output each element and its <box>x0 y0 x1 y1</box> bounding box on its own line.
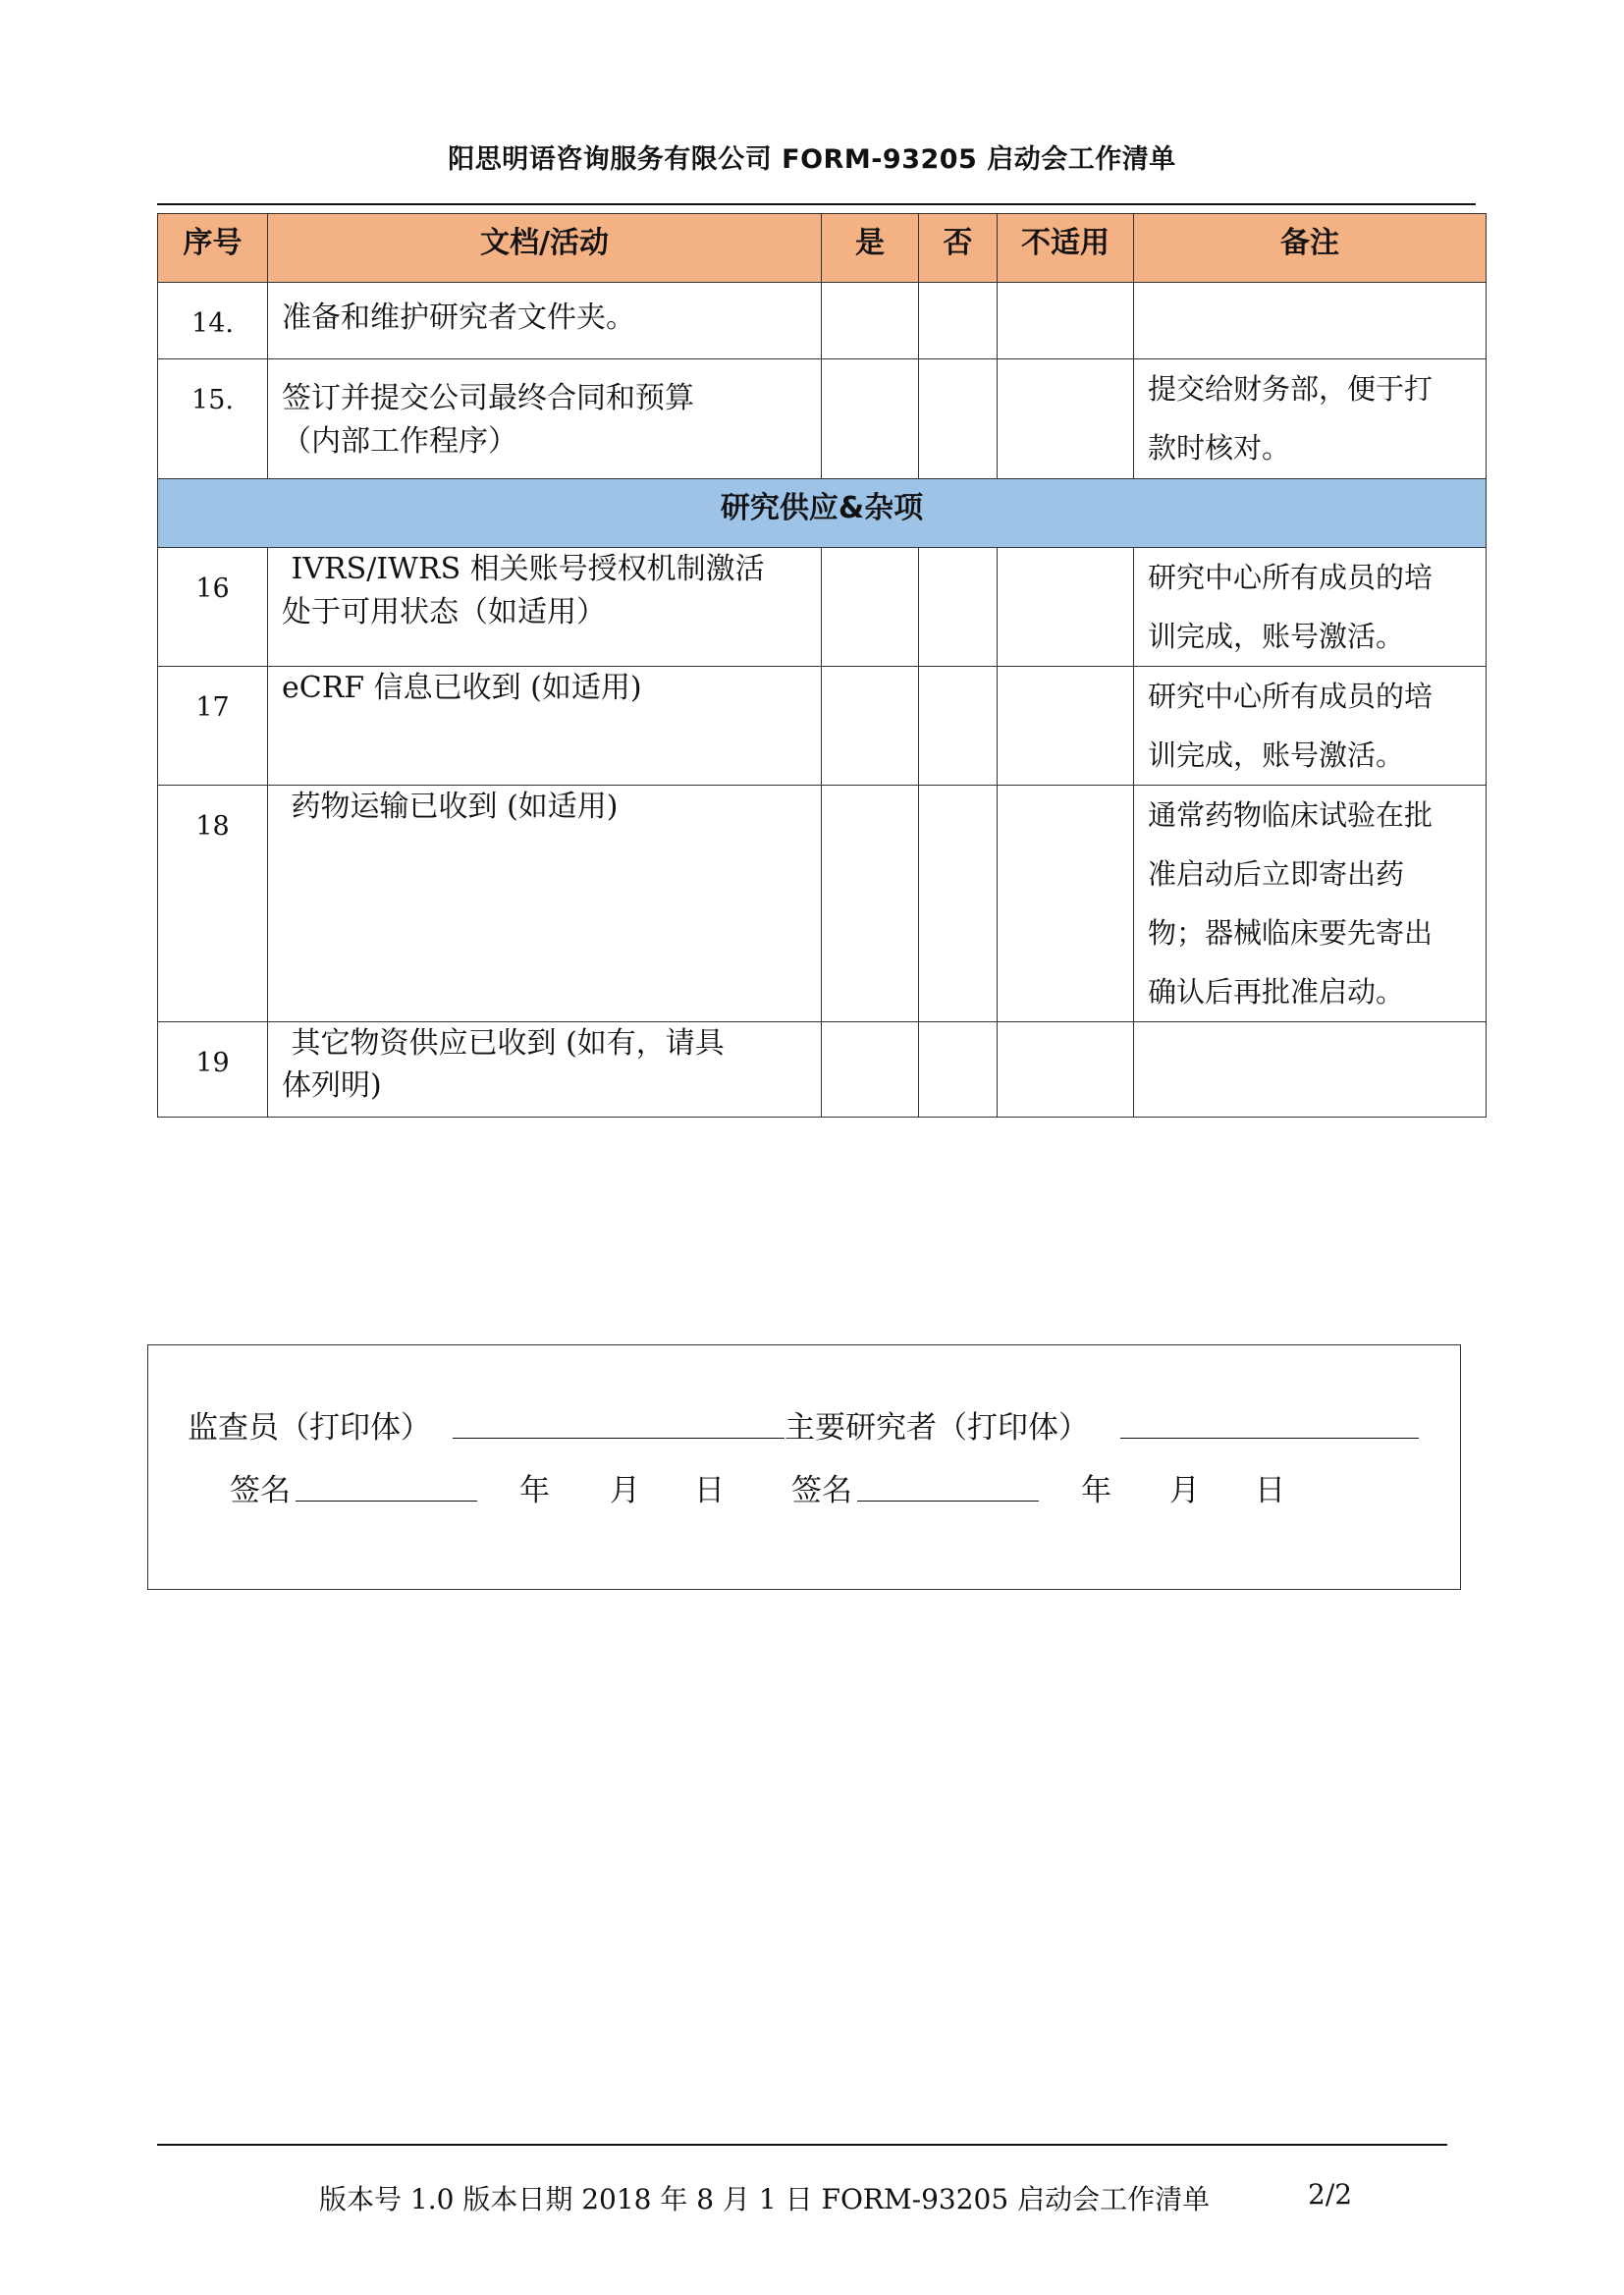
table-header-row <box>158 214 1487 283</box>
yes-cell[interactable] <box>822 786 919 1022</box>
doc-line: eCRF 信息已收到 (如适用) <box>282 671 642 705</box>
monitor-sign-label: 签名 <box>230 1473 291 1508</box>
monitor-print-label: 监查员（打印体） <box>188 1410 431 1446</box>
remark-line: 款时核对。 <box>1148 431 1291 464</box>
col-header-no: 否 <box>919 214 998 283</box>
signature-box <box>147 1344 1461 1590</box>
row-document <box>268 283 822 359</box>
doc-line: 其它物资供应已收到 (如有，请具 <box>282 1026 725 1061</box>
doc-line: 签订并提交公司最终合同和预算 <box>282 381 694 415</box>
table-row <box>158 548 1487 667</box>
remark-cell <box>1134 667 1487 786</box>
remark-cell <box>1134 1022 1487 1118</box>
remark-cell <box>1134 283 1487 359</box>
no-cell[interactable] <box>919 786 998 1022</box>
pi-name-field[interactable] <box>1120 1438 1419 1439</box>
no-cell[interactable] <box>919 283 998 359</box>
yes-cell[interactable] <box>822 667 919 786</box>
monitor-date-month: 月 <box>610 1473 640 1508</box>
remark-line: 准启动后立即寄出药 <box>1148 857 1405 891</box>
section-title: 研究供应&杂项 <box>158 479 1487 548</box>
doc-line: 处于可用状态（如适用） <box>282 595 606 629</box>
na-cell[interactable] <box>998 283 1134 359</box>
remark-line: 物；器械临床要先寄出 <box>1148 916 1434 950</box>
monitor-date-day: 日 <box>694 1473 725 1508</box>
row-document <box>268 548 822 667</box>
doc-line: 准备和维护研究者文件夹。 <box>282 301 635 335</box>
pi-signature-field[interactable] <box>857 1501 1039 1502</box>
col-header-document: 文档/活动 <box>268 214 822 283</box>
col-header-remark: 备注 <box>1134 214 1487 283</box>
remark-line: 确认后再批准启动。 <box>1148 975 1405 1009</box>
table-row <box>158 667 1487 786</box>
row-number: 14. <box>158 283 268 359</box>
pi-date-year: 年 <box>1081 1473 1111 1508</box>
row-document <box>268 359 822 479</box>
remark-line: 研究中心所有成员的培 <box>1148 680 1434 713</box>
row-number: 16 <box>158 548 268 667</box>
pi-date-month: 月 <box>1169 1473 1200 1508</box>
na-cell[interactable] <box>998 786 1134 1022</box>
no-cell[interactable] <box>919 1022 998 1118</box>
section-row <box>158 479 1487 548</box>
row-number: 15. <box>158 359 268 479</box>
remark-cell <box>1134 359 1487 479</box>
page-header-title: 阳思明语咨询服务有限公司 FORM-93205 启动会工作清单 <box>448 144 1176 175</box>
table-row <box>158 786 1487 1022</box>
row-number: 17 <box>158 667 268 786</box>
table-row <box>158 1022 1487 1118</box>
monitor-signature-field[interactable] <box>296 1501 477 1502</box>
remark-cell <box>1134 786 1487 1022</box>
remark-line: 训完成，账号激活。 <box>1148 620 1405 653</box>
na-cell[interactable] <box>998 548 1134 667</box>
remark-line: 研究中心所有成员的培 <box>1148 561 1434 594</box>
no-cell[interactable] <box>919 667 998 786</box>
na-cell[interactable] <box>998 359 1134 479</box>
page-number: 2/2 <box>1308 2178 1353 2211</box>
remark-cell <box>1134 548 1487 667</box>
doc-line: IVRS/IWRS 相关账号授权机制激活 <box>282 552 765 586</box>
table-row <box>158 359 1487 479</box>
col-header-na: 不适用 <box>998 214 1134 283</box>
yes-cell[interactable] <box>822 1022 919 1118</box>
row-document <box>268 667 822 786</box>
footer-version-text: 版本号 1.0 版本日期 2018 年 8 月 1 日 FORM-93205 启动会工作清单 <box>319 2183 1211 2215</box>
na-cell[interactable] <box>998 1022 1134 1118</box>
doc-line: （内部工作程序） <box>282 424 517 459</box>
col-header-number: 序号 <box>158 214 268 283</box>
monitor-date-year: 年 <box>519 1473 550 1508</box>
pi-sign-label: 签名 <box>791 1473 852 1508</box>
remark-line: 训完成，账号激活。 <box>1148 738 1405 772</box>
pi-date-day: 日 <box>1255 1473 1285 1508</box>
no-cell[interactable] <box>919 359 998 479</box>
no-cell[interactable] <box>919 548 998 667</box>
na-cell[interactable] <box>998 667 1134 786</box>
footer-rule <box>157 2144 1447 2146</box>
doc-line: 药物运输已收到 (如适用) <box>282 790 619 824</box>
checklist-table <box>157 213 1487 1118</box>
yes-cell[interactable] <box>822 283 919 359</box>
row-number: 18 <box>158 786 268 1022</box>
table-row <box>158 283 1487 359</box>
yes-cell[interactable] <box>822 359 919 479</box>
row-number: 19 <box>158 1022 268 1118</box>
remark-line: 通常药物临床试验在批 <box>1148 798 1434 832</box>
row-document <box>268 786 822 1022</box>
pi-print-label: 主要研究者（打印体） <box>785 1410 1089 1446</box>
doc-line: 体列明) <box>282 1068 382 1103</box>
yes-cell[interactable] <box>822 548 919 667</box>
monitor-name-field[interactable] <box>453 1438 785 1439</box>
header-rule <box>157 203 1476 205</box>
row-document <box>268 1022 822 1118</box>
remark-line: 提交给财务部，便于打 <box>1148 372 1434 406</box>
col-header-yes: 是 <box>822 214 919 283</box>
